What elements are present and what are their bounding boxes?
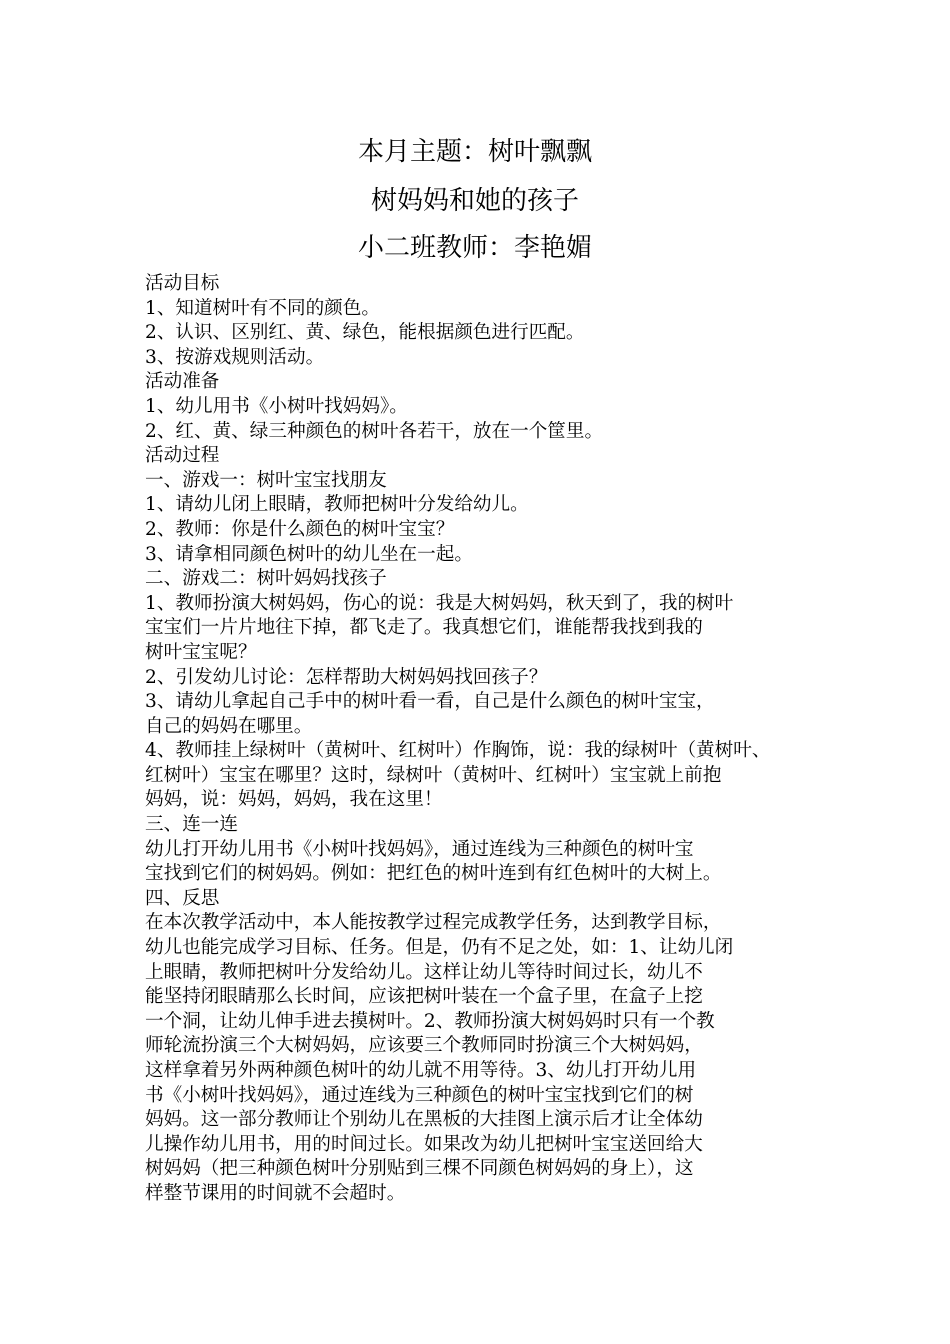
- text-line: 1、请幼儿闭上眼睛，教师把树叶分发给幼儿。: [145, 494, 529, 516]
- teacher-title: 小二班教师：李艳媚: [357, 233, 592, 263]
- text-line: 2、红、黄、绿三种颜色的树叶各若干，放在一个筐里。: [145, 420, 604, 442]
- theme-title: 本月主题：树叶飘飘: [357, 137, 592, 167]
- text-line: 树妈妈（把三种颜色树叶分别贴到三棵不同颜色树妈妈的身上），这: [145, 1158, 694, 1180]
- text-line: 2、认识、区别红、黄、绿色，能根据颜色进行匹配。: [145, 322, 585, 344]
- text-line: 活动过程: [145, 445, 220, 467]
- text-line: 自己的妈妈在哪里。: [145, 715, 313, 737]
- text-line: 红树叶）宝宝在哪里？这时，绿树叶（黄树叶、红树叶）宝宝就上前抱: [145, 764, 722, 786]
- text-line: 四、反思: [145, 887, 220, 909]
- text-line: 3、请幼儿拿起自己手中的树叶看一看，自己是什么颜色的树叶宝宝，: [145, 691, 715, 713]
- text-line: 3、请拿相同颜色树叶的幼儿坐在一起。: [145, 543, 473, 565]
- text-line: 活动目标: [145, 273, 220, 294]
- text-line: 妈妈，说：妈妈，妈妈，我在这里！: [145, 789, 443, 811]
- text-line: 活动准备: [145, 371, 220, 393]
- text-line: 师轮流扮演三个大树妈妈，应该要三个教师同时扮演三个大树妈妈，: [145, 1035, 703, 1057]
- text-line: 儿操作幼儿用书，用的时间过长。如果改为幼儿把树叶宝宝送回给大: [145, 1133, 703, 1155]
- text-line: 能坚持闭眼睛那么长时间，应该把树叶装在一个盒子里，在盒子上挖: [145, 986, 703, 1008]
- text-line: 书《小树叶找妈妈》，通过连线为三种颜色的树叶宝宝找到它们的树: [145, 1084, 694, 1106]
- text-line: 这样拿着另外两种颜色树叶的幼儿就不用等待。3、幼儿打开幼儿用: [145, 1060, 697, 1081]
- text-line: 三、连一连: [145, 814, 238, 836]
- lesson-title: 树妈妈和她的孩子: [370, 186, 579, 216]
- text-line: 一个洞，让幼儿伸手进去摸树叶。2、教师扮演大树妈妈时只有一个教: [145, 1010, 715, 1032]
- document-body: [145, 272, 825, 1207]
- text-line: 幼儿也能完成学习目标、任务。但是，仍有不足之处，如：1、让幼儿闭: [145, 937, 734, 959]
- text-line: 1、幼儿用书《小树叶找妈妈》。: [145, 395, 408, 417]
- text-line: 1、教师扮演大树妈妈，伤心的说：我是大树妈妈，秋天到了，我的树叶: [145, 592, 734, 614]
- text-line: 树叶宝宝呢？: [145, 641, 257, 663]
- text-line: 宝宝们一片片地往下掉，都飞走了。我真想它们，谁能帮我找到我的: [145, 617, 703, 639]
- text-line: 2、教师：你是什么颜色的树叶宝宝？: [145, 518, 455, 540]
- text-line: 宝找到它们的树妈妈。例如：把红色的树叶连到有红色树叶的大树上。: [145, 863, 722, 885]
- text-line: 3、按游戏规则活动。: [145, 346, 325, 368]
- text-line: 在本次教学活动中，本人能按教学过程完成教学任务，达到教学目标，: [145, 912, 722, 934]
- text-line: 2、引发幼儿讨论：怎样帮助大树妈妈找回孩子？: [145, 666, 548, 688]
- text-line: 幼儿打开幼儿用书《小树叶找妈妈》，通过连线为三种颜色的树叶宝: [145, 838, 694, 860]
- text-line: 样整节课用的时间就不会超时。: [145, 1182, 406, 1204]
- text-line: 上眼睛，教师把树叶分发给幼儿。这样让幼儿等待时间过长，幼儿不: [145, 961, 703, 983]
- text-line: 4、教师挂上绿树叶（黄树叶、红树叶）作胸饰，说：我的绿树叶（黄树叶、: [145, 740, 771, 762]
- text-line: 二、游戏二：树叶妈妈找孩子: [145, 568, 387, 590]
- text-line: 妈妈。这一部分教师让个别幼儿在黑板的大挂图上演示后才让全体幼: [145, 1109, 703, 1131]
- text-line: 一、游戏一：树叶宝宝找朋友: [145, 469, 387, 491]
- text-line: 1、知道树叶有不同的颜色。: [145, 297, 380, 319]
